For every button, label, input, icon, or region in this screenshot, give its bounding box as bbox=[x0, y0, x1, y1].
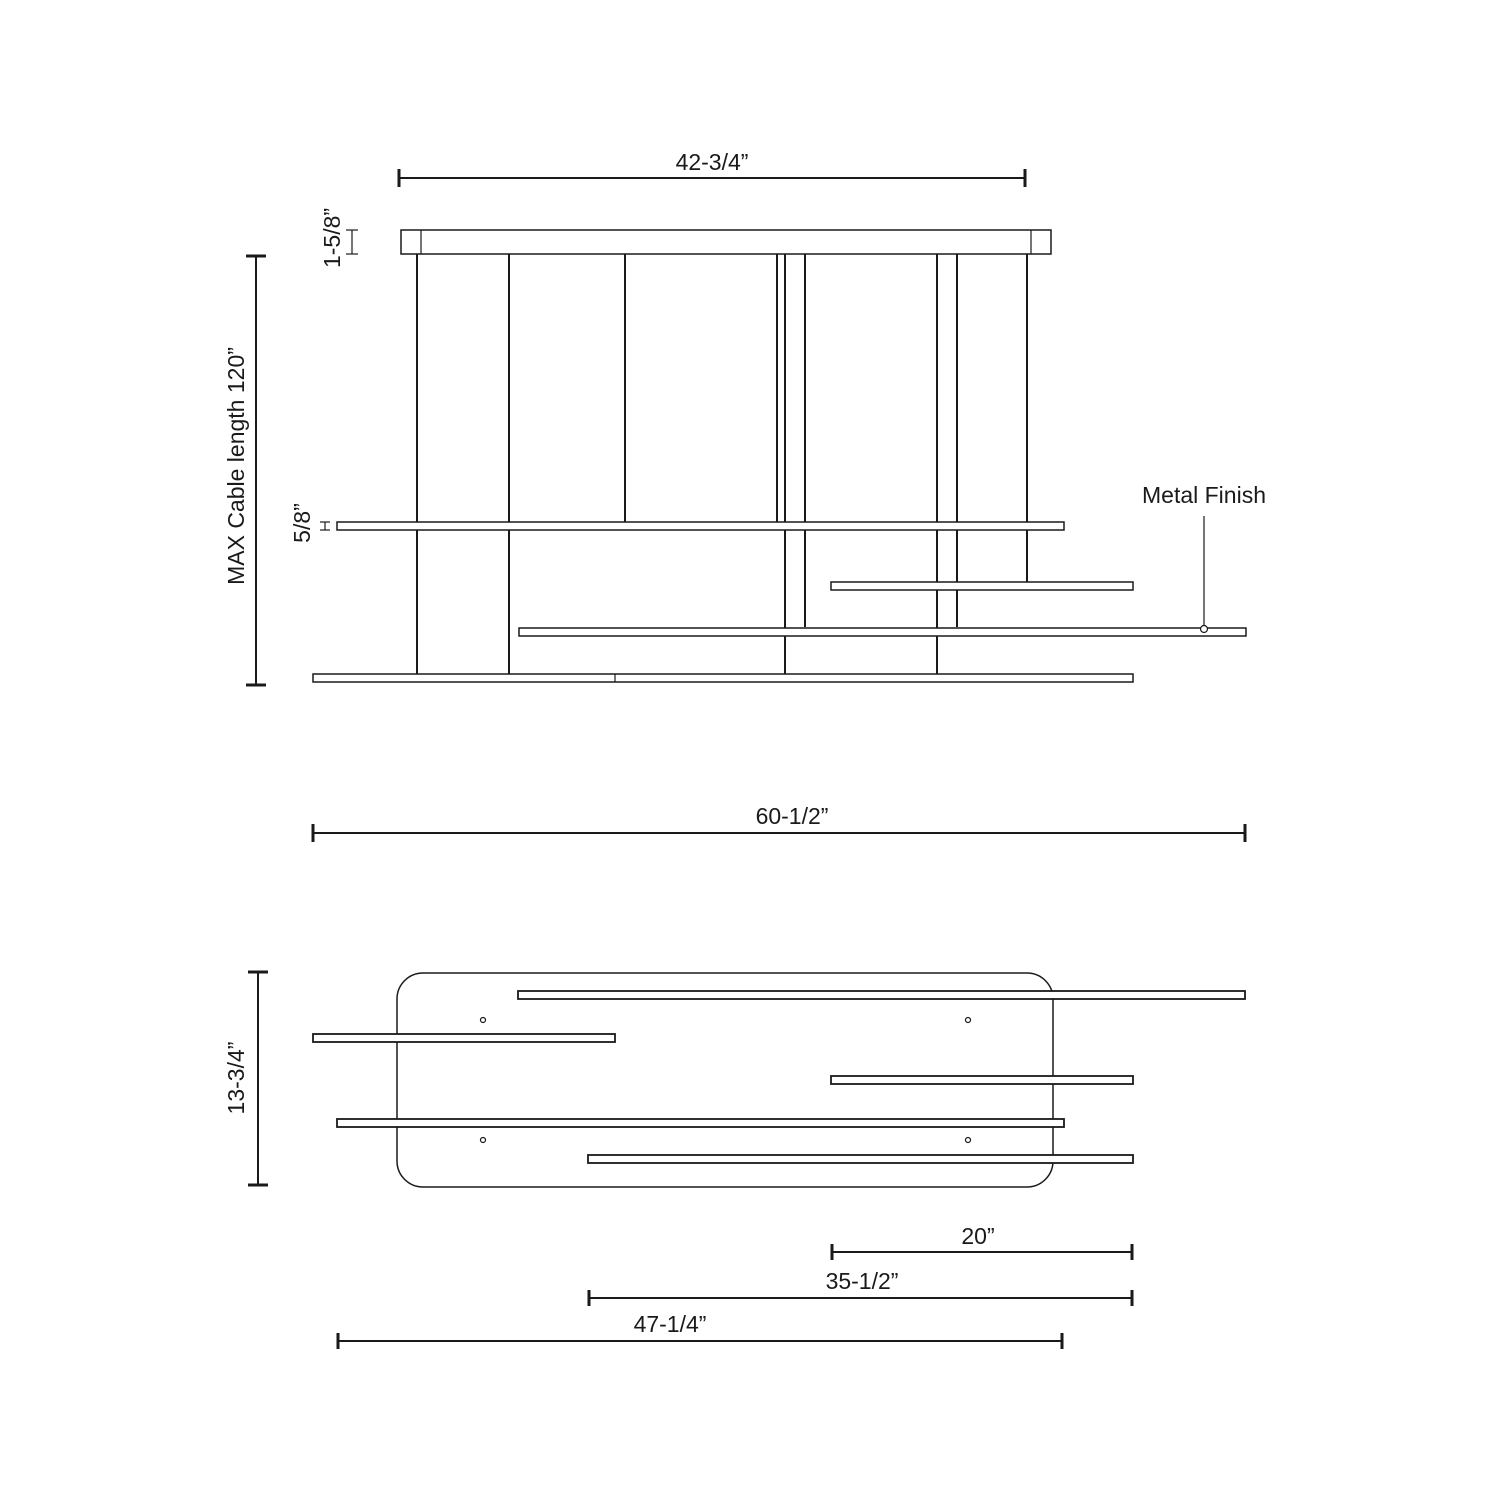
light-bars-side bbox=[313, 522, 1246, 682]
canopy-height-label: 1-5/8” bbox=[319, 207, 345, 269]
mounting-hole-icon bbox=[966, 1018, 971, 1023]
short-bar-label: 20” bbox=[961, 1223, 995, 1249]
canopy-height-dimension bbox=[319, 208, 358, 268]
depth-dimension bbox=[223, 972, 268, 1185]
overall-width-dimension bbox=[313, 803, 1245, 842]
top-width-dimension bbox=[399, 149, 1025, 187]
mounting-hole-icon bbox=[481, 1138, 486, 1143]
long-bar-dimension bbox=[338, 1311, 1062, 1349]
mounting-hole-icon bbox=[481, 1018, 486, 1023]
light-bar bbox=[337, 522, 1064, 530]
finish-callout bbox=[1142, 482, 1266, 633]
mounting-hole-icon bbox=[966, 1138, 971, 1143]
bar-thickness-label: 5/8” bbox=[289, 503, 315, 543]
mid-bar-dimension bbox=[589, 1268, 1132, 1306]
short-bar-dimension bbox=[832, 1223, 1132, 1260]
light-bar bbox=[831, 582, 1133, 590]
light-bar bbox=[588, 1155, 1133, 1163]
finish-marker-icon bbox=[1201, 626, 1208, 633]
long-bar-label: 47-1/4” bbox=[633, 1311, 707, 1337]
light-bar bbox=[518, 991, 1245, 999]
light-bar bbox=[313, 1034, 615, 1042]
top-width-label: 42-3/4” bbox=[675, 149, 749, 175]
light-bar bbox=[831, 1076, 1133, 1084]
finish-label: Metal Finish bbox=[1142, 482, 1266, 508]
bar-thickness-dimension bbox=[289, 503, 330, 543]
light-bar bbox=[313, 674, 1133, 682]
mid-bar-label: 35-1/2” bbox=[825, 1268, 899, 1294]
cable-length-label: MAX Cable length 120” bbox=[223, 347, 249, 585]
light-bar bbox=[519, 628, 1246, 636]
cable-length-dimension bbox=[223, 256, 266, 685]
light-bar bbox=[337, 1119, 1064, 1127]
plan-view bbox=[223, 972, 1245, 1349]
canopy-side bbox=[401, 230, 1051, 254]
side-elevation bbox=[223, 149, 1266, 685]
suspension-cables bbox=[417, 254, 1027, 674]
depth-label: 13-3/4” bbox=[223, 1041, 249, 1115]
overall-width-label: 60-1/2” bbox=[755, 803, 829, 829]
